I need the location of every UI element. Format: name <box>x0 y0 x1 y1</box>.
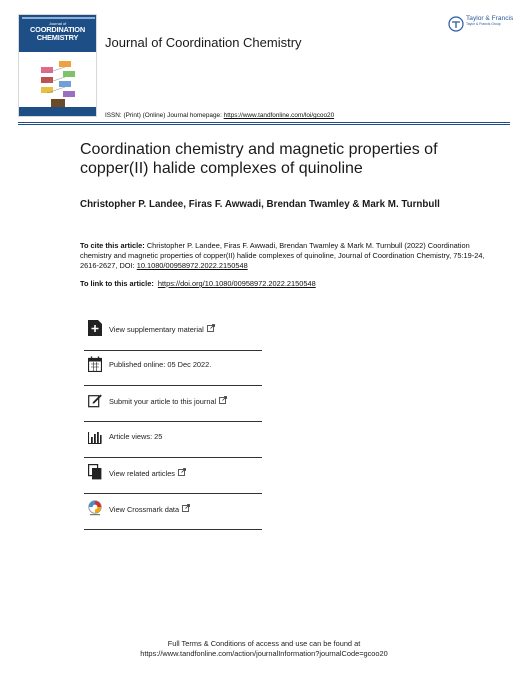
journal-homepage-link[interactable]: https://www.tandfonline.com/loi/gcoo20 <box>223 112 335 119</box>
edit-icon <box>88 392 102 408</box>
article-authors: Christopher P. Landee, Firas F. Awwadi, Brendan Twamley & Mark M. Turnbull <box>80 199 440 210</box>
issn-line: ISSN: (Print) (Online) Journal homepage: https://www.tandfonline.com/loi/gcoo20 <box>105 112 335 119</box>
publisher-sub: Taylor & Francis Group <box>466 22 501 26</box>
header-divider-2 <box>18 124 510 125</box>
row-label: View supplementary material <box>109 325 204 334</box>
cover-illustration <box>19 53 98 113</box>
taylor-francis-logo-icon <box>448 16 464 32</box>
external-link-icon <box>207 324 215 332</box>
row-label: View Crossmark data <box>109 505 180 514</box>
plus-document-icon <box>88 320 102 336</box>
article-views-row <box>84 428 262 464</box>
row-divider <box>84 350 262 351</box>
footer <box>0 639 528 659</box>
row-label: Article views: 25 <box>109 432 163 441</box>
row-label: View related articles <box>109 469 175 478</box>
crossmark-icon <box>88 500 102 516</box>
related-articles-row[interactable] <box>84 464 262 500</box>
cover-line1: Journal of <box>48 21 67 26</box>
external-link-icon <box>182 504 190 512</box>
row-divider <box>84 529 262 530</box>
footer-terms-link[interactable]: https://www.tandfonline.com/action/journalInformation?journalCode=gcoo20 <box>140 649 388 658</box>
footer-line1: Full Terms & Conditions of access and use can be found at <box>167 639 361 648</box>
citation-block <box>80 241 490 271</box>
journal-title[interactable]: Journal of Coordination Chemistry <box>105 35 302 50</box>
cover-band <box>19 15 96 52</box>
external-link-icon <box>219 396 227 404</box>
row-divider <box>84 421 262 422</box>
article-link-line <box>80 279 316 288</box>
bar-chart-icon <box>88 428 102 444</box>
journal-cover[interactable] <box>18 14 97 117</box>
row-label: Submit your article to this journal <box>109 397 217 406</box>
external-link-icon <box>178 468 186 476</box>
doi-link[interactable]: 10.1080/00958972.2022.2150548 <box>136 261 248 270</box>
cite-text: Christopher P. Landee, Firas F. Awwadi, Brendan Twamley & Mark M. Turnbull (2022) Coordination chemistry and magnetic properties of copper(II) halide complexes of quinoline, Journal of Coordination Chemistry, 75:19-24, 2616-2627, DOI: <box>80 241 485 270</box>
row-divider <box>84 493 262 494</box>
submit-article-row[interactable] <box>84 392 262 428</box>
article-doi-url[interactable]: https://doi.org/10.1080/00958972.2022.2150548 <box>157 279 316 288</box>
published-online-row <box>84 356 262 392</box>
article-title: Coordination chemistry and magnetic properties of copper(II) halide complexes of quinoline <box>80 141 438 177</box>
copy-icon <box>88 464 102 480</box>
calendar-icon <box>88 356 102 372</box>
cover-line2: COORDINATION CHEMISTRY <box>30 25 85 42</box>
header-divider <box>18 122 510 123</box>
cite-label: To cite this article: <box>80 241 145 250</box>
link-label: To link to this article: <box>80 279 154 288</box>
row-divider <box>84 457 262 458</box>
row-divider <box>84 385 262 386</box>
crossmark-row[interactable] <box>84 500 262 536</box>
row-label: Published online: 05 Dec 2022. <box>109 360 212 369</box>
publisher-name: Taylor & Francis <box>466 15 514 22</box>
